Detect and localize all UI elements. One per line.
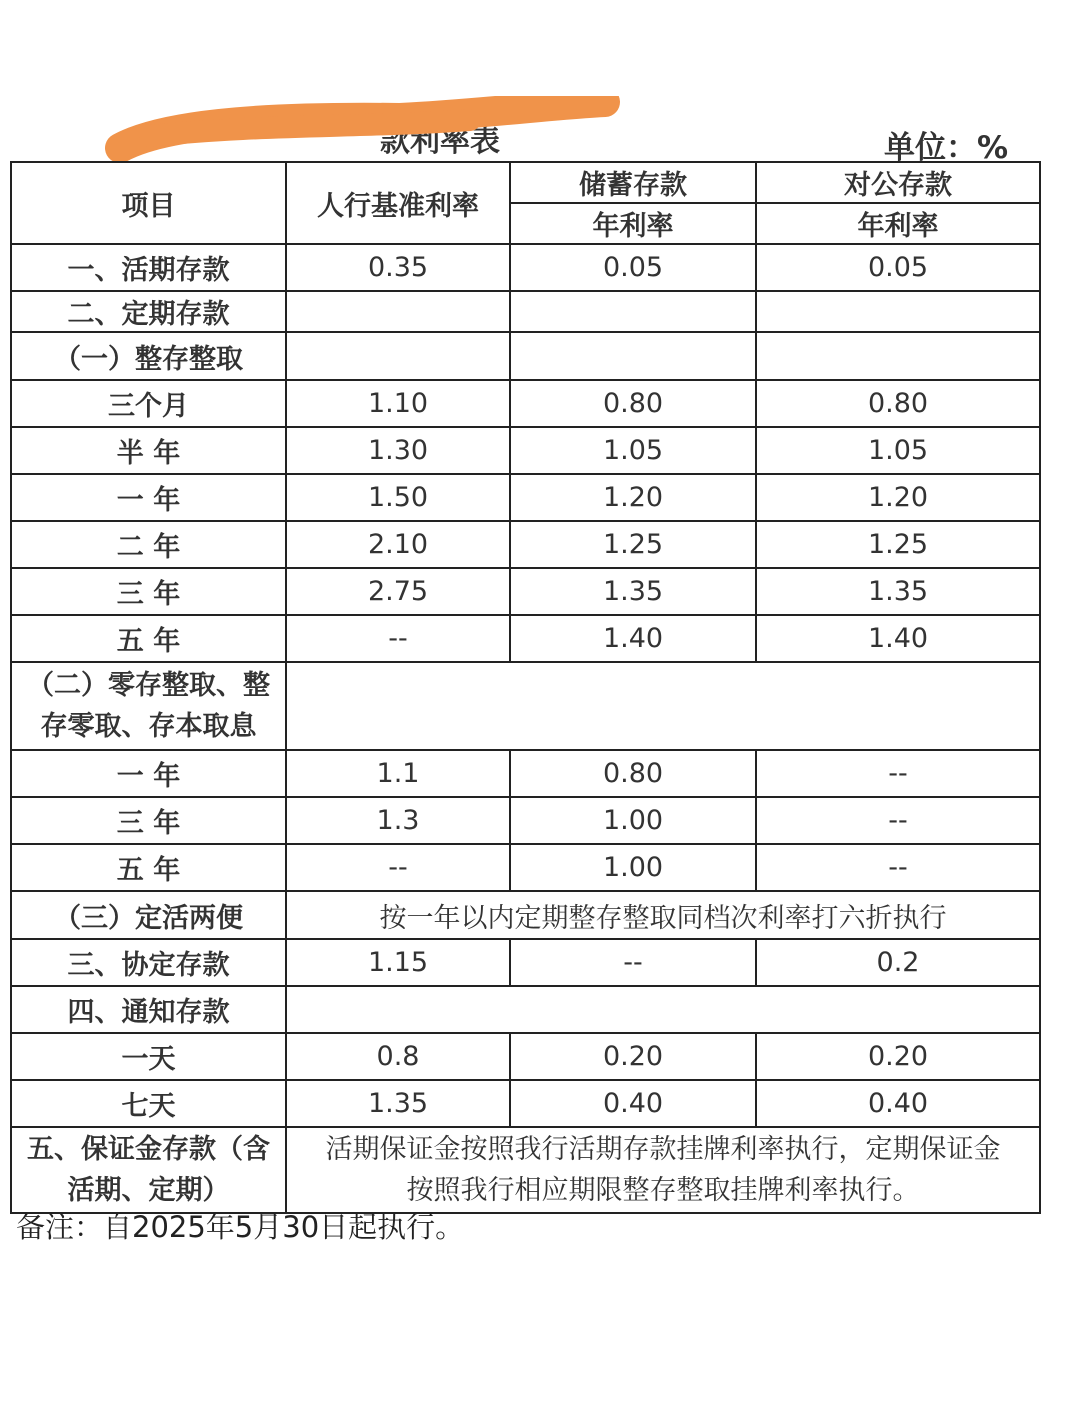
table-row [11, 427, 1040, 474]
table-row [11, 662, 1040, 750]
empty-cell [286, 986, 1040, 1033]
table-row [11, 1080, 1040, 1127]
header-corporate: 对公存款 [756, 162, 1040, 203]
corporate-rate: 1.40 [756, 615, 1040, 662]
table-row [11, 380, 1040, 427]
merged-note-cell [286, 1127, 1040, 1213]
row-label: 半 年 [11, 427, 286, 474]
savings-rate: 1.25 [510, 521, 756, 568]
unit-label: 单位：% [884, 130, 1009, 166]
corporate-rate: -- [756, 844, 1040, 891]
row-label-line: 五、保证金存款（含 [27, 1134, 270, 1165]
empty-cell [756, 291, 1040, 332]
table-row [11, 1033, 1040, 1080]
merged-note-line: 按照我行相应期限整存整取挂牌利率执行。 [406, 1175, 920, 1206]
empty-cell [756, 332, 1040, 380]
empty-cell [286, 291, 510, 332]
corporate-rate: 1.25 [756, 521, 1040, 568]
header-pboc-rate: 人行基准利率 [286, 162, 510, 244]
row-label: 一 年 [11, 474, 286, 521]
table-row [11, 568, 1040, 615]
table-row [11, 797, 1040, 844]
savings-rate: 0.05 [510, 244, 756, 291]
row-label: 一 年 [11, 750, 286, 797]
savings-rate: 1.20 [510, 474, 756, 521]
row-label: 三 年 [11, 568, 286, 615]
corporate-rate: 1.05 [756, 427, 1040, 474]
pboc-rate: 1.3 [286, 797, 510, 844]
header-corporate-annual: 年利率 [756, 203, 1040, 244]
empty-cell [286, 332, 510, 380]
empty-cell [510, 291, 756, 332]
pboc-rate: 1.50 [286, 474, 510, 521]
row-label: （三）定活两便 [11, 891, 286, 939]
pboc-rate: 2.10 [286, 521, 510, 568]
header-row [11, 162, 1040, 203]
corporate-rate: -- [756, 750, 1040, 797]
row-label [11, 662, 286, 750]
corporate-rate: 1.20 [756, 474, 1040, 521]
table-row [11, 474, 1040, 521]
table-title: 款利率表 [380, 124, 500, 159]
row-label: 三个月 [11, 380, 286, 427]
pboc-rate: 0.8 [286, 1033, 510, 1080]
row-label-line: 活期、定期） [67, 1175, 230, 1206]
header-item: 项目 [11, 162, 286, 244]
row-label [11, 1127, 286, 1213]
savings-rate: -- [510, 939, 756, 986]
row-label-line: （二）零存整取、整 [27, 670, 270, 701]
table-row [11, 291, 1040, 332]
header-savings-annual: 年利率 [510, 203, 756, 244]
merged-note-cell: 按一年以内定期整存整取同档次利率打六折执行 [286, 891, 1040, 939]
row-label: 三 年 [11, 797, 286, 844]
table-row [11, 1127, 1040, 1213]
table-row [11, 521, 1040, 568]
savings-rate: 1.40 [510, 615, 756, 662]
header-savings: 储蓄存款 [510, 162, 756, 203]
interest-rate-table [10, 161, 1041, 1214]
table-row [11, 986, 1040, 1033]
row-label: （一）整存整取 [11, 332, 286, 380]
pboc-rate: 2.75 [286, 568, 510, 615]
pboc-rate: 1.35 [286, 1080, 510, 1127]
row-label-line: 存零取、存本取息 [40, 711, 257, 742]
savings-rate: 1.05 [510, 427, 756, 474]
savings-rate: 0.20 [510, 1033, 756, 1080]
corporate-rate: -- [756, 797, 1040, 844]
pboc-rate: 0.35 [286, 244, 510, 291]
pboc-rate: -- [286, 844, 510, 891]
table-row [11, 891, 1040, 939]
row-label: 二、定期存款 [11, 291, 286, 332]
row-label: 五 年 [11, 844, 286, 891]
table-row [11, 844, 1040, 891]
merged-note-line: 活期保证金按照我行活期存款挂牌利率执行，定期保证金 [325, 1134, 1001, 1165]
savings-rate: 1.35 [510, 568, 756, 615]
empty-cell [510, 332, 756, 380]
empty-cell [286, 662, 1040, 750]
row-label: 三、协定存款 [11, 939, 286, 986]
table-row [11, 615, 1040, 662]
corporate-rate: 0.2 [756, 939, 1040, 986]
table-row [11, 750, 1040, 797]
table-row [11, 939, 1040, 986]
row-label: 五 年 [11, 615, 286, 662]
table-row [11, 332, 1040, 380]
savings-rate: 1.00 [510, 797, 756, 844]
row-label: 二 年 [11, 521, 286, 568]
corporate-rate: 0.40 [756, 1080, 1040, 1127]
row-label: 一、活期存款 [11, 244, 286, 291]
corporate-rate: 0.20 [756, 1033, 1040, 1080]
corporate-rate: 0.05 [756, 244, 1040, 291]
corporate-rate: 1.35 [756, 568, 1040, 615]
corporate-rate: 0.80 [756, 380, 1040, 427]
pboc-rate: 1.15 [286, 939, 510, 986]
row-label: 四、通知存款 [11, 986, 286, 1033]
savings-rate: 1.00 [510, 844, 756, 891]
pboc-rate: 1.10 [286, 380, 510, 427]
pboc-rate: 1.1 [286, 750, 510, 797]
savings-rate: 0.80 [510, 750, 756, 797]
footnote: 备注：自2025年5月30日起执行。 [16, 1210, 465, 1244]
pboc-rate: 1.30 [286, 427, 510, 474]
row-label: 七天 [11, 1080, 286, 1127]
savings-rate: 0.80 [510, 380, 756, 427]
pboc-rate: -- [286, 615, 510, 662]
row-label: 一天 [11, 1033, 286, 1080]
table-row [11, 244, 1040, 291]
savings-rate: 0.40 [510, 1080, 756, 1127]
